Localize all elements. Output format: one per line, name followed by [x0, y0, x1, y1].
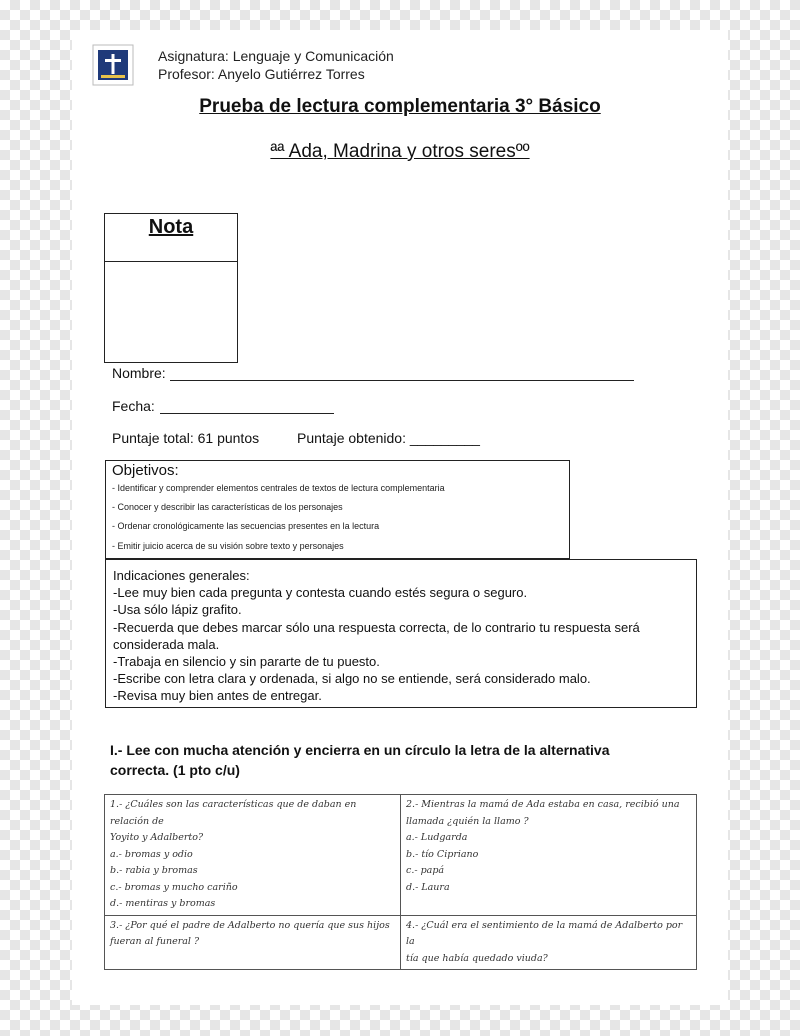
instruction-line: considerada mala. [113, 637, 220, 652]
book-title: ªª Ada, Madrina y otros seresºº [270, 141, 530, 162]
question-2 [401, 795, 697, 916]
objectives-title: Objetivos: [112, 462, 179, 479]
instruction-line: -Revisa muy bien antes de entregar. [113, 688, 322, 703]
subject-line: Asignatura: Lenguaje y Comunicación [158, 48, 394, 64]
question-2-text: 2.- Mientras la mamá de Ada estaba en casa, recibió una [406, 799, 680, 810]
question-1-text: Yoyito y Adalberto? [110, 832, 204, 843]
section-title: I.- Lee con mucha atención y encierra en un círculo la letra de la alternativa correcta. (1 pto c/u) [110, 742, 610, 778]
answer-option-d[interactable]: d.- mentiras y bromas [110, 898, 216, 909]
instruction-line: -Lee muy bien cada pregunta y contesta cuando estés segura o seguro. [113, 585, 528, 600]
question-4 [401, 915, 697, 970]
question-4-text: 4.- ¿Cuál era el sentimiento de la mamá de Adalberto por la [406, 919, 683, 947]
question-3 [105, 915, 401, 970]
objectives-box [105, 460, 570, 559]
instruction-line: -Escribe con letra clara y ordenada, si algo no se entiende, será considerado malo. [113, 671, 591, 686]
questions-table [104, 794, 697, 970]
objective-item: - Conocer y describir las características de los personajes [112, 502, 343, 512]
instruction-line: -Trabaja en silencio y sin pararte de tu puesto. [113, 654, 380, 669]
question-4-text: tía que había quedado viuda? [406, 952, 548, 964]
document-page [72, 30, 728, 1005]
school-logo-icon [92, 44, 134, 86]
answer-option-c[interactable]: c.- bromas y mucho cariño [110, 881, 238, 893]
obtained-score: Puntaje obtenido: _________ [297, 430, 480, 446]
question-3-text: fueran al funeral ? [110, 936, 200, 947]
objective-item: - Identificar y comprender elementos centrales de textos de lectura complementaria [112, 483, 445, 493]
question-1 [105, 795, 401, 916]
question-3-text: 3.- ¿Por qué el padre de Adalberto no quería que sus hijos [110, 919, 390, 931]
answer-option-d[interactable]: d.- Laura [406, 881, 450, 893]
date-input-line[interactable] [160, 399, 334, 414]
answer-option-b[interactable]: b.- rabia y bromas [110, 865, 198, 876]
instruction-line: -Usa sólo lápiz grafito. [113, 602, 242, 617]
question-2-text: llamada ¿quién la llamo ? [406, 815, 529, 827]
instruction-line: -Recuerda que debes marcar sólo una respuesta correcta, de lo contrario tu respuesta será [113, 620, 640, 635]
instructions-box [105, 559, 697, 708]
objective-item: - Ordenar cronológicamente las secuencias presentes en la lectura [112, 521, 380, 531]
page-title: Prueba de lectura complementaria 3° Básico [199, 96, 601, 117]
answer-option-a[interactable]: a.- bromas y odio [110, 848, 193, 860]
name-input-line[interactable] [170, 366, 634, 381]
name-label: Nombre: [112, 365, 166, 381]
grade-divider [105, 261, 237, 262]
answer-option-c[interactable]: c.- papá [406, 865, 445, 876]
total-score: Puntaje total: 61 puntos [112, 430, 260, 446]
answer-option-b[interactable]: b.- tío Cipriano [406, 848, 479, 860]
grade-box [104, 213, 238, 363]
answer-option-a[interactable]: a.- Ludgarda [406, 832, 468, 843]
question-1-text: 1.- ¿Cuáles son las características que de daban en relación de [110, 799, 357, 827]
date-label: Fecha: [112, 398, 155, 414]
grade-label: Nota [148, 216, 194, 238]
objective-item: - Emitir juicio acerca de su visión sobre texto y personajes [112, 541, 344, 551]
teacher-line: Profesor: Anyelo Gutiérrez Torres [158, 66, 365, 82]
instructions-title: Indicaciones generales: [113, 568, 250, 583]
